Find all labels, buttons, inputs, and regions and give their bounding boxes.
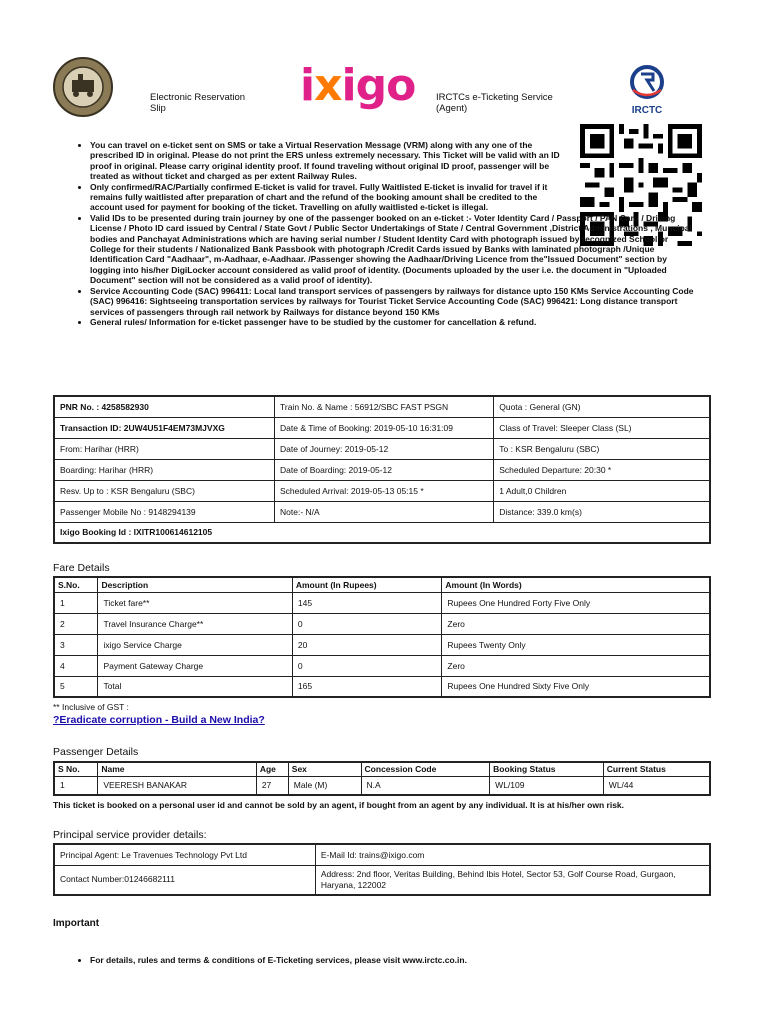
travel-class: Class of Travel: Sleeper Class (SL) xyxy=(494,417,710,438)
table-cell: 5 xyxy=(54,676,98,697)
table-cell: 2 xyxy=(54,613,98,634)
table-row xyxy=(54,417,710,438)
table-row xyxy=(54,613,710,634)
column-header: Booking Status xyxy=(490,762,604,776)
resale-warning: This ticket is booked on a personal user id and cannot be sold by an agent, if bought from an agent by any individual. It is at his/her own risk. xyxy=(53,800,625,810)
irctc-logo-text: IRCTC xyxy=(631,105,663,116)
table-cell: Rupees One Hundred Forty Five Only xyxy=(442,592,710,613)
ers-label: Electronic Reservation Slip xyxy=(150,92,246,114)
provider-details-table xyxy=(53,843,711,896)
reservation-upto: Resv. Up to : KSR Bengaluru (SBC) xyxy=(54,480,275,501)
table-cell: 145 xyxy=(292,592,442,613)
table-row xyxy=(54,634,710,655)
from-station: From: Harihar (HRR) xyxy=(54,438,275,459)
irctc-logo xyxy=(624,64,670,116)
rule-item: • General rules/ Information for e-ticket passenger have to be studied by the customer for cancellation & refund. xyxy=(90,317,694,327)
quota: Quota : General (GN) xyxy=(494,396,710,417)
provider-address: Address: 2nd floor, Veritas Building, Behind Ibis Hotel, Sector 53, Golf Course Road, Gurgaon, Haryana, 122002 xyxy=(315,865,710,895)
column-header: S.No. xyxy=(54,577,98,592)
table-cell: 1 xyxy=(54,592,98,613)
table-cell: ixigo Service Charge xyxy=(98,634,292,655)
table-cell: Zero xyxy=(442,655,710,676)
table-cell: Zero xyxy=(442,613,710,634)
table-cell: Male (M) xyxy=(288,776,361,795)
table-cell: 0 xyxy=(292,613,442,634)
boarding-station: Boarding: Harihar (HRR) xyxy=(54,459,275,480)
rule-item: • Only confirmed/RAC/Partially confirmed E-ticket is valid for travel. Fully Waitlisted E-ticket is invalid for travel if it remains fully waitlisted after preparation of chart and the refund of the booking amount shall be credited to the account used for payment for booking of the ticket. Travelling on afully waitlisted e-ticket is illegal. xyxy=(90,182,568,213)
table-header-row xyxy=(54,577,710,592)
rule-item: • You can travel on e-ticket sent on SMS or take a Virtual Reservation Message (VRM) along with any one of the prescribed ID in original. Please do not print the ERS unless extremely necessary. This Ticket will be valid with an ID proof in original. Please carry original identity proof. If found traveling without original ID proof, passenger will be treated as without ticket and charged as per extent Railway Rules. xyxy=(90,140,568,182)
table-cell: Rupees One Hundred Sixty Five Only xyxy=(442,676,710,697)
distance: Distance: 339.0 km(s) xyxy=(494,501,710,522)
table-row xyxy=(54,522,710,543)
table-row xyxy=(54,438,710,459)
transaction-id: Transaction ID: 2UW4U51F4EM73MJVXG xyxy=(54,417,275,438)
important-rules-list xyxy=(74,955,467,965)
table-cell: Rupees Twenty Only xyxy=(442,634,710,655)
journey-info-table xyxy=(53,395,711,544)
rule-item: • Valid IDs to be presented during train journey by one of the passenger booked on an e-ticket :- Voter Identity Card / Passport / PAN Card / Driving License / Photo ID card issued by Central / State Govt / Public Sector Undertakings of State / Central Government ,District Administrations , Muncipal bodies and Panchayat Administrations which are having serial number / Student Identity Card with photograph issued by recognized School or College for their students / Nationalized Bank Passbook with photograph /Credit Cards issued by Banks with laminated photograph /Unique Identification Card "Aadhaar", m-Aadhaar, e-Aadhaar. /Passenger showing the Aadhaar/Driving Licence from the"Issued Document" section by logging into his/her DigiLocker account considered as valid proof of identity. (Documents uploaded by the user i.e. the document in "Uploaded Document" section will not be considered as a valid proof of identity). xyxy=(90,213,694,286)
fare-details-table xyxy=(53,576,711,698)
gst-note: ** Inclusive of GST : xyxy=(53,702,129,712)
irctc-emblem-icon xyxy=(627,64,667,100)
table-row xyxy=(54,865,710,895)
journey-date: Date of Journey: 2019-05-12 xyxy=(275,438,494,459)
ixigo-booking-id: Ixigo Booking Id : IXITR100614612105 xyxy=(54,522,710,543)
table-cell: WL/109 xyxy=(490,776,604,795)
column-header: Concession Code xyxy=(361,762,490,776)
table-cell: Ticket fare** xyxy=(98,592,292,613)
table-row xyxy=(54,655,710,676)
table-row xyxy=(54,592,710,613)
table-cell: Travel Insurance Charge** xyxy=(98,613,292,634)
table-cell: 1 xyxy=(54,776,98,795)
table-row xyxy=(54,501,710,522)
column-header: Current Status xyxy=(603,762,710,776)
table-cell: VEERESH BANAKAR xyxy=(98,776,256,795)
scheduled-departure: Scheduled Departure: 20:30 * xyxy=(494,459,710,480)
table-cell: WL/44 xyxy=(603,776,710,795)
provider-details-title: Principal service provider details: xyxy=(53,829,207,841)
passenger-details-table xyxy=(53,761,711,796)
booking-datetime: Date & Time of Booking: 2019-05-10 16:31:09 xyxy=(275,417,494,438)
passenger-count: 1 Adult,0 Children xyxy=(494,480,710,501)
ixigo-logo: ixigo xyxy=(300,60,416,111)
important-heading: Important xyxy=(53,918,100,929)
column-header: S No. xyxy=(54,762,98,776)
table-row xyxy=(54,480,710,501)
table-cell: 20 xyxy=(292,634,442,655)
table-cell: Total xyxy=(98,676,292,697)
irctc-service-label: IRCTCs e-Ticketing Service (Agent) xyxy=(436,92,553,114)
table-cell: Payment Gateway Charge xyxy=(98,655,292,676)
boarding-date: Date of Boarding: 2019-05-12 xyxy=(275,459,494,480)
table-cell: 27 xyxy=(256,776,288,795)
ticket-header xyxy=(0,50,768,120)
train-name: Train No. & Name : 56912/SBC FAST PSGN xyxy=(275,396,494,417)
table-cell: 3 xyxy=(54,634,98,655)
indian-railways-emblem-icon xyxy=(52,56,114,118)
column-header: Description xyxy=(98,577,292,592)
passenger-details-title: Passenger Details xyxy=(53,746,139,758)
column-header: Amount (In Words) xyxy=(442,577,710,592)
rule-item: • For details, rules and terms & conditions of E-Ticketing services, please visit www.irctc.co.in. xyxy=(90,955,467,965)
table-row xyxy=(54,776,710,795)
table-row xyxy=(54,396,710,417)
table-cell: 165 xyxy=(292,676,442,697)
table-header-row xyxy=(54,762,710,776)
table-row xyxy=(54,459,710,480)
rule-item: • Service Accounting Code (SAC) 996411: Local land transport services of passengers by railways for distance upto 150 KMs Service Accounting Code (SAC) 996416: Sightseeing transportation services by railways for Tourist Ticket Service Accounting Code (SAC) 996421: Long distance transport services of passengers through rail network by Railways for distance beyond 150 KMs xyxy=(90,286,694,317)
pnr-number: PNR No. : 4258582930 xyxy=(54,396,275,417)
to-station: To : KSR Bengaluru (SBC) xyxy=(494,438,710,459)
fare-details-title: Fare Details xyxy=(53,562,110,574)
table-row xyxy=(54,676,710,697)
contact-number: Contact Number:01246682111 xyxy=(54,865,315,895)
column-header: Sex xyxy=(288,762,361,776)
note: Note:- N/A xyxy=(275,501,494,522)
table-cell: 4 xyxy=(54,655,98,676)
provider-email: E-Mail Id: trains@ixigo.com xyxy=(315,844,710,865)
column-header: Amount (In Rupees) xyxy=(292,577,442,592)
table-row xyxy=(54,844,710,865)
passenger-mobile: Passenger Mobile No : 9148294139 xyxy=(54,501,275,522)
column-header: Name xyxy=(98,762,256,776)
column-header: Age xyxy=(256,762,288,776)
eradicate-corruption-link[interactable]: ?Eradicate corruption - Build a New India? xyxy=(53,714,265,726)
scheduled-arrival: Scheduled Arrival: 2019-05-13 05:15 * xyxy=(275,480,494,501)
table-cell: N.A xyxy=(361,776,490,795)
table-cell: 0 xyxy=(292,655,442,676)
principal-agent: Principal Agent: Le Travenues Technology Pvt Ltd xyxy=(54,844,315,865)
eticket-rules-list xyxy=(74,140,694,327)
